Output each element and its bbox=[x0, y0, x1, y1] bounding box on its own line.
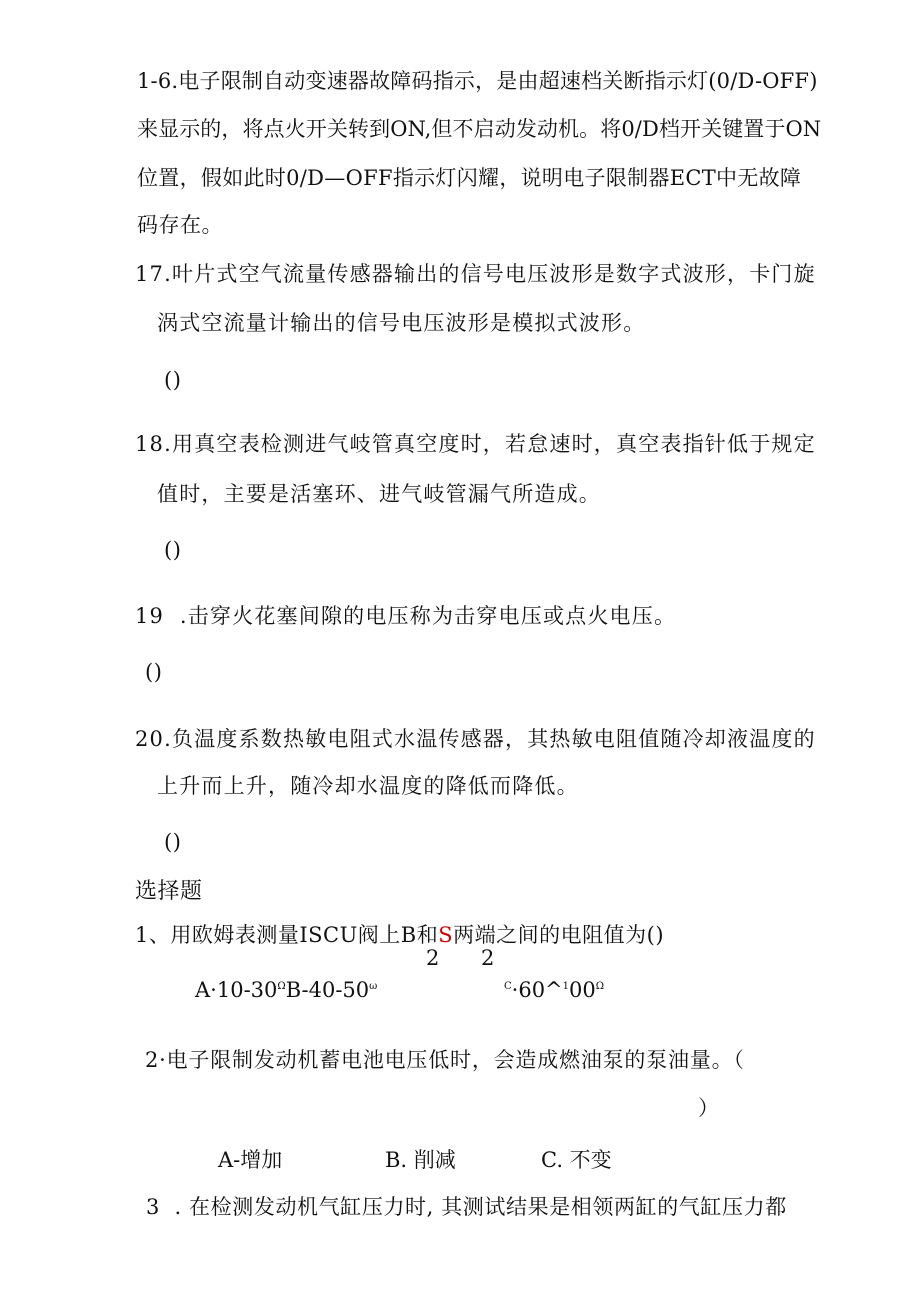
q19-line1: 19 .击穿火花塞间隙的电压称为击穿电压或点火电压。 bbox=[135, 604, 677, 628]
c1-subscript-b: 2 bbox=[481, 946, 495, 970]
q16-line2: 来显示的，将点火开关转到ON,但不启动发动机。将0/D档开关键置于ON bbox=[137, 117, 822, 141]
q20-line1: 20.负温度系数热敏电阻式水温传感器，其热敏电阻值随冷却液温度的 bbox=[135, 727, 816, 751]
c1-option-b: B-40-50 bbox=[285, 978, 370, 1002]
q20-line2: 上升而上升，随冷却水温度的降低而降低。 bbox=[157, 774, 579, 798]
q17-line2: 涡式空流量计输出的信号电压波形是模拟式波形。 bbox=[157, 311, 646, 335]
q20-answer-paren: () bbox=[164, 830, 182, 854]
q18-line2: 值时，主要是活塞环、进气岐管漏气所造成。 bbox=[157, 482, 601, 506]
c1-text-part1: 1、用欧姆表测量ISCU阀上B和 bbox=[135, 923, 439, 947]
q16-line3: 位置，假如此时0/D—OFF指示灯闪耀，说明电子限制器ECT中无故障 bbox=[137, 166, 802, 190]
c2-question: 2·电子限制发动机蓄电池电压低时，会造成燃油泵的泵油量。（ bbox=[145, 1048, 745, 1072]
c1-option-b-unit: ω bbox=[369, 981, 378, 992]
q19-answer-paren: () bbox=[145, 660, 163, 684]
c2-close-paren: ） bbox=[698, 1096, 720, 1120]
c1-text-part2: 两端之间的电阻值为() bbox=[453, 923, 665, 947]
section-title: 选择题 bbox=[135, 879, 203, 904]
q18-answer-paren: () bbox=[164, 538, 182, 562]
c1-option-c-tail: 00 bbox=[569, 978, 596, 1002]
q16-line4: 码存在。 bbox=[137, 213, 223, 237]
c2-option-c: C. 不变 bbox=[541, 1148, 612, 1172]
c1-option-c-unit: Ω bbox=[595, 981, 605, 992]
c1-option-c-main: ·60^ bbox=[511, 978, 563, 1002]
c1-subscript-a: 2 bbox=[426, 946, 440, 970]
c1-option-a: A·10-30 bbox=[195, 978, 278, 1002]
c1-option-c-sup: 1 bbox=[562, 981, 570, 992]
c1-option-c-prefix: C bbox=[504, 981, 512, 992]
c1-option-a-b bbox=[195, 980, 377, 1001]
q17-answer-paren: () bbox=[164, 368, 182, 392]
c1-question bbox=[135, 925, 664, 946]
q17-line1: 17.叶片式空气流量传感器输出的信号电压波形是数字式波形，卡门旋 bbox=[135, 262, 816, 286]
c2-option-a: A-增加 bbox=[218, 1148, 283, 1172]
q18-line1: 18.用真空表检测进气岐管真空度时，若怠速时，真空表指针低于规定 bbox=[135, 432, 816, 456]
c2-option-b: B. 削减 bbox=[385, 1148, 456, 1172]
c1-text-red-s: S bbox=[438, 923, 454, 947]
q16-line1: 1-6.电子限制自动变速器故障码指示，是由超速档关断指示灯(0/D-OFF) bbox=[137, 69, 818, 93]
c1-option-a-unit: Ω bbox=[277, 981, 286, 992]
c3-question: 3 . 在检测发动机气缸压力时, 其测试结果是相领两缸的气缸压力都 bbox=[146, 1195, 787, 1219]
c1-option-c bbox=[504, 980, 604, 1001]
